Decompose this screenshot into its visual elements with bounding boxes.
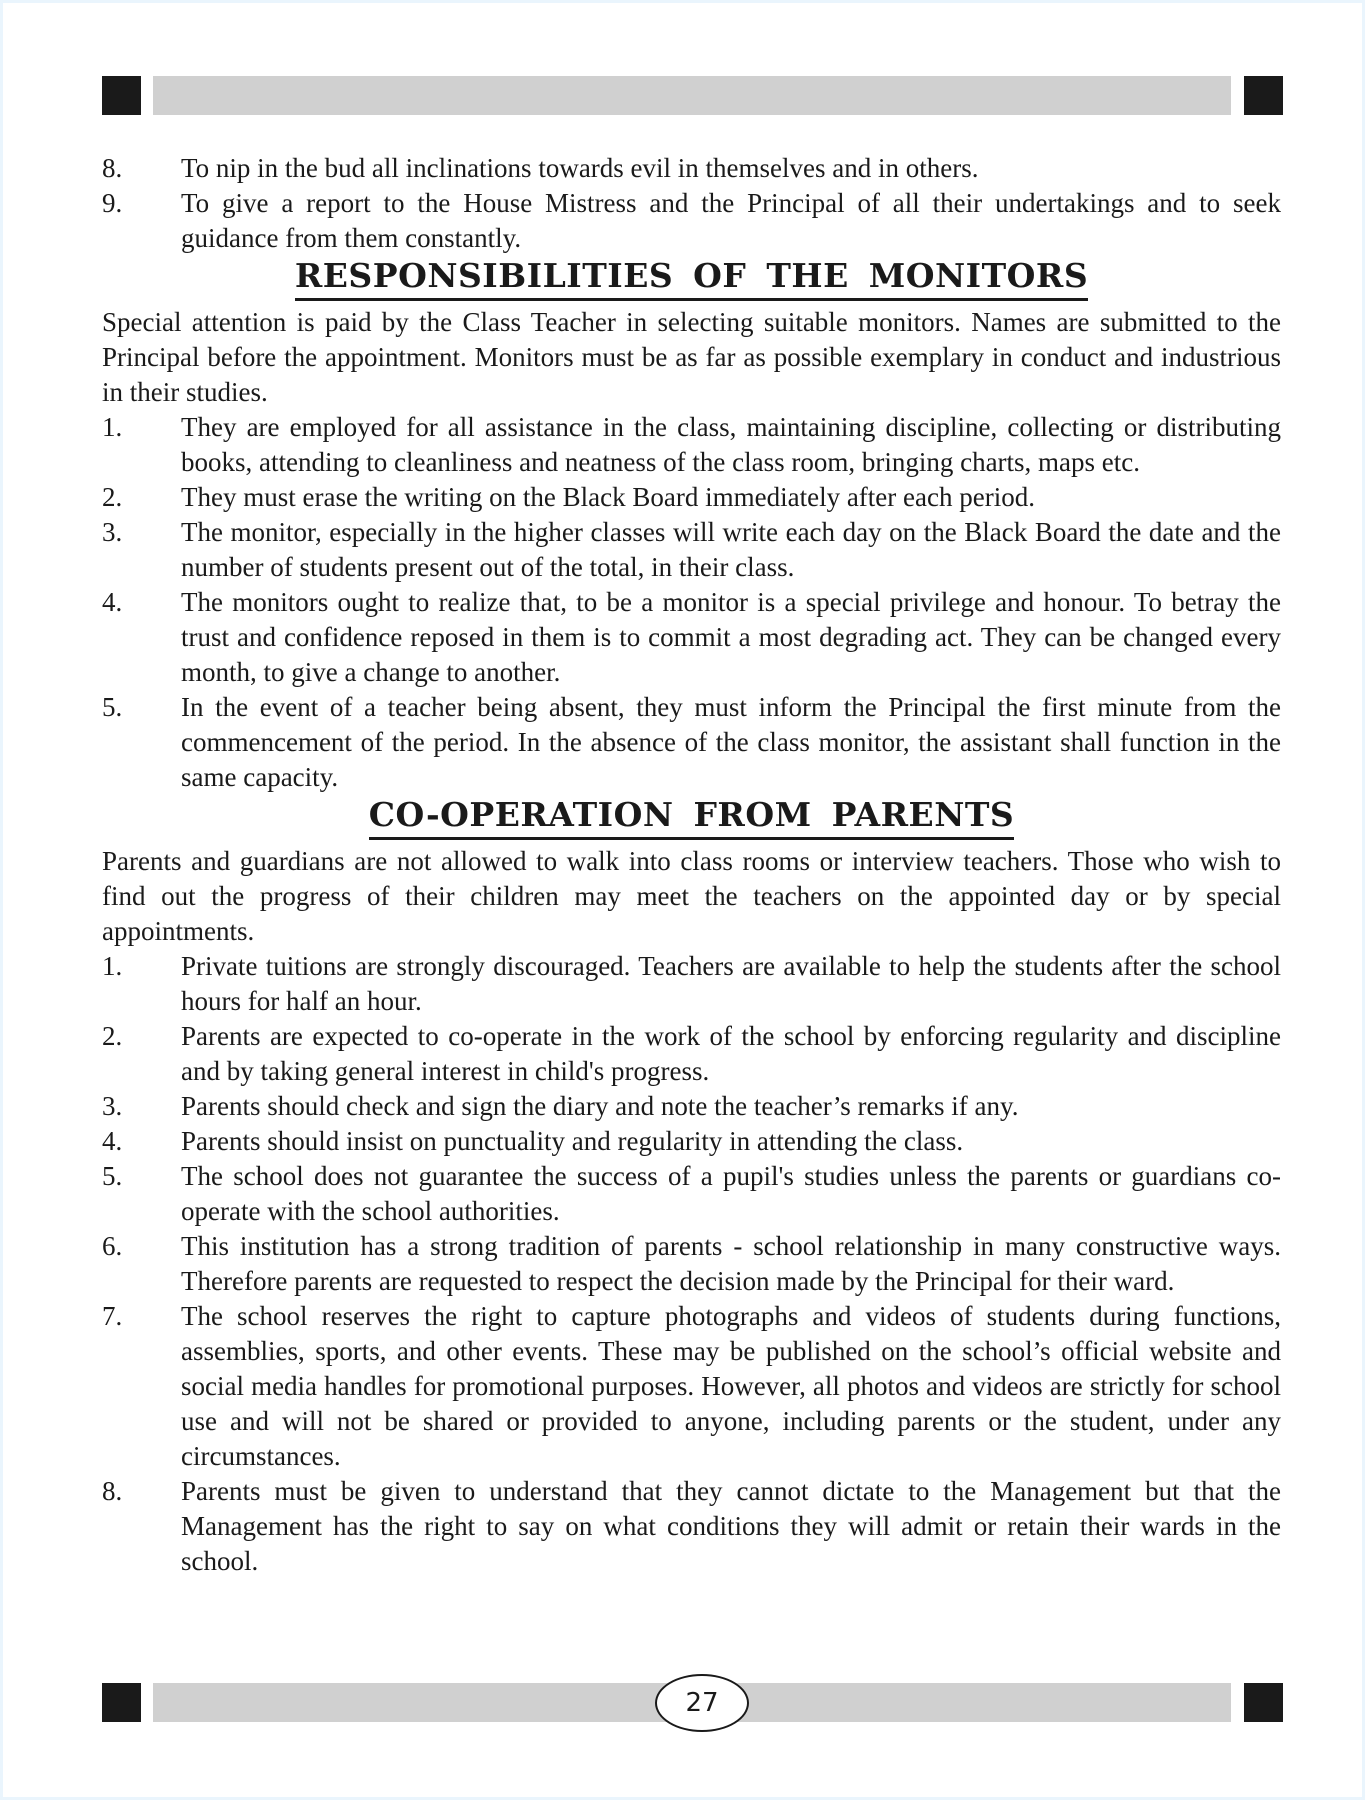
footer-square-right [1244,1683,1283,1722]
list-item [102,1474,1281,1579]
parents-list [102,949,1281,1579]
list-text: This institution has a strong tradition of parents - school relationship in many constructive ways. Therefore parents are requested to respect the decision made by the Principal for their ward. [181,1231,1281,1296]
list-number: 3. [102,517,123,547]
list-item [102,186,1281,256]
monitors-intro: Special attention is paid by the Class Teacher in selecting suitable monitors. Names are submitted to the Principal before the appointment. Monitors must be as far as possible exemplary in conduct and industrious in their studies. [102,307,1281,407]
list-item [102,1019,1281,1089]
monitors-list [102,410,1281,795]
list-number: 4. [102,587,123,617]
list-item [102,1229,1281,1299]
list-number: 2. [102,1021,123,1051]
list-text: Parents should insist on punctuality and regularity in attending the class. [181,1126,964,1156]
list-item [102,949,1281,1019]
list-item [102,151,1281,186]
list-number: 7. [102,1301,123,1331]
list-text: Private tuitions are strongly discouraged. Teachers are available to help the students after the school hours for half an hour. [181,951,1281,1016]
list-text: The school reserves the right to capture photographs and videos of students during functions, assemblies, sports, and other events. These may be published on the school’s official website and social media handles for promotional purposes. However, all photos and videos are strictly for school use and will not be shared or provided to anyone, including parents or the student, under any circumstances. [181,1301,1281,1471]
list-item [102,585,1281,690]
list-item [102,480,1281,515]
section-heading-monitors [102,258,1281,305]
list-text: Parents are expected to co-operate in the work of the school by enforcing regularity and discipline and by taking general interest in child's progress. [181,1021,1281,1086]
parents-intro: Parents and guardians are not allowed to walk into class rooms or interview teachers. Those who wish to find out the progress of their children may meet the teachers on the appointed day or by special appointments. [102,846,1281,946]
heading-text: CO-OPERATION FROM PARENTS [369,797,1015,840]
list-number: 5. [102,1161,123,1191]
header-square-left [102,76,141,115]
list-item [102,1159,1281,1229]
list-text: Parents must be given to understand that they cannot dictate to the Management but that the Management has the right to say on what conditions they will admit or retain their wards in the school. [181,1476,1281,1576]
list-number: 9. [102,188,123,218]
header-bar [153,76,1231,115]
list-text: They must erase the writing on the Black Board immediately after each period. [181,482,1035,512]
list-item [102,1299,1281,1474]
page-number: 27 [655,1674,749,1732]
list-item [102,690,1281,795]
list-number: 2. [102,482,123,512]
list-text: In the event of a teacher being absent, they must inform the Principal the first minute from the commencement of the period. In the absence of the class monitor, the assistant shall function in the same capacity. [181,692,1281,792]
list-item [102,515,1281,585]
list-text: Parents should check and sign the diary and note the teacher’s remarks if any. [181,1091,1019,1121]
heading-text: RESPONSIBILITIES OF THE MONITORS [295,258,1088,301]
page-content [102,151,1281,1579]
footer-square-left [102,1683,141,1722]
list-text: To nip in the bud all inclinations towards evil in themselves and in others. [181,153,979,183]
list-number: 3. [102,1091,123,1121]
list-item [102,1089,1281,1124]
list-text: To give a report to the House Mistress and the Principal of all their undertakings and to seek guidance from them constantly. [181,188,1281,253]
list-number: 4. [102,1126,123,1156]
list-number: 1. [102,412,123,442]
list-number: 8. [102,1476,123,1506]
list-number: 1. [102,951,123,981]
list-text: The school does not guarantee the success of a pupil's studies unless the parents or guardians co-operate with the school authorities. [181,1161,1281,1226]
list-text: They are employed for all assistance in the class, maintaining discipline, collecting or distributing books, attending to cleanliness and neatness of the class room, bringing charts, maps etc. [181,412,1281,477]
list-item [102,1124,1281,1159]
section-heading-parents [102,797,1281,844]
list-number: 5. [102,692,123,722]
continued-list [102,151,1281,256]
list-number: 6. [102,1231,123,1261]
list-item [102,410,1281,480]
list-text: The monitor, especially in the higher classes will write each day on the Black Board the date and the number of students present out of the total, in their class. [181,517,1281,582]
list-text: The monitors ought to realize that, to be a monitor is a special privilege and honour. To betray the trust and confidence reposed in them is to commit a most degrading act. They can be changed every month, to give a change to another. [181,587,1281,687]
header-square-right [1244,76,1283,115]
list-number: 8. [102,153,123,183]
